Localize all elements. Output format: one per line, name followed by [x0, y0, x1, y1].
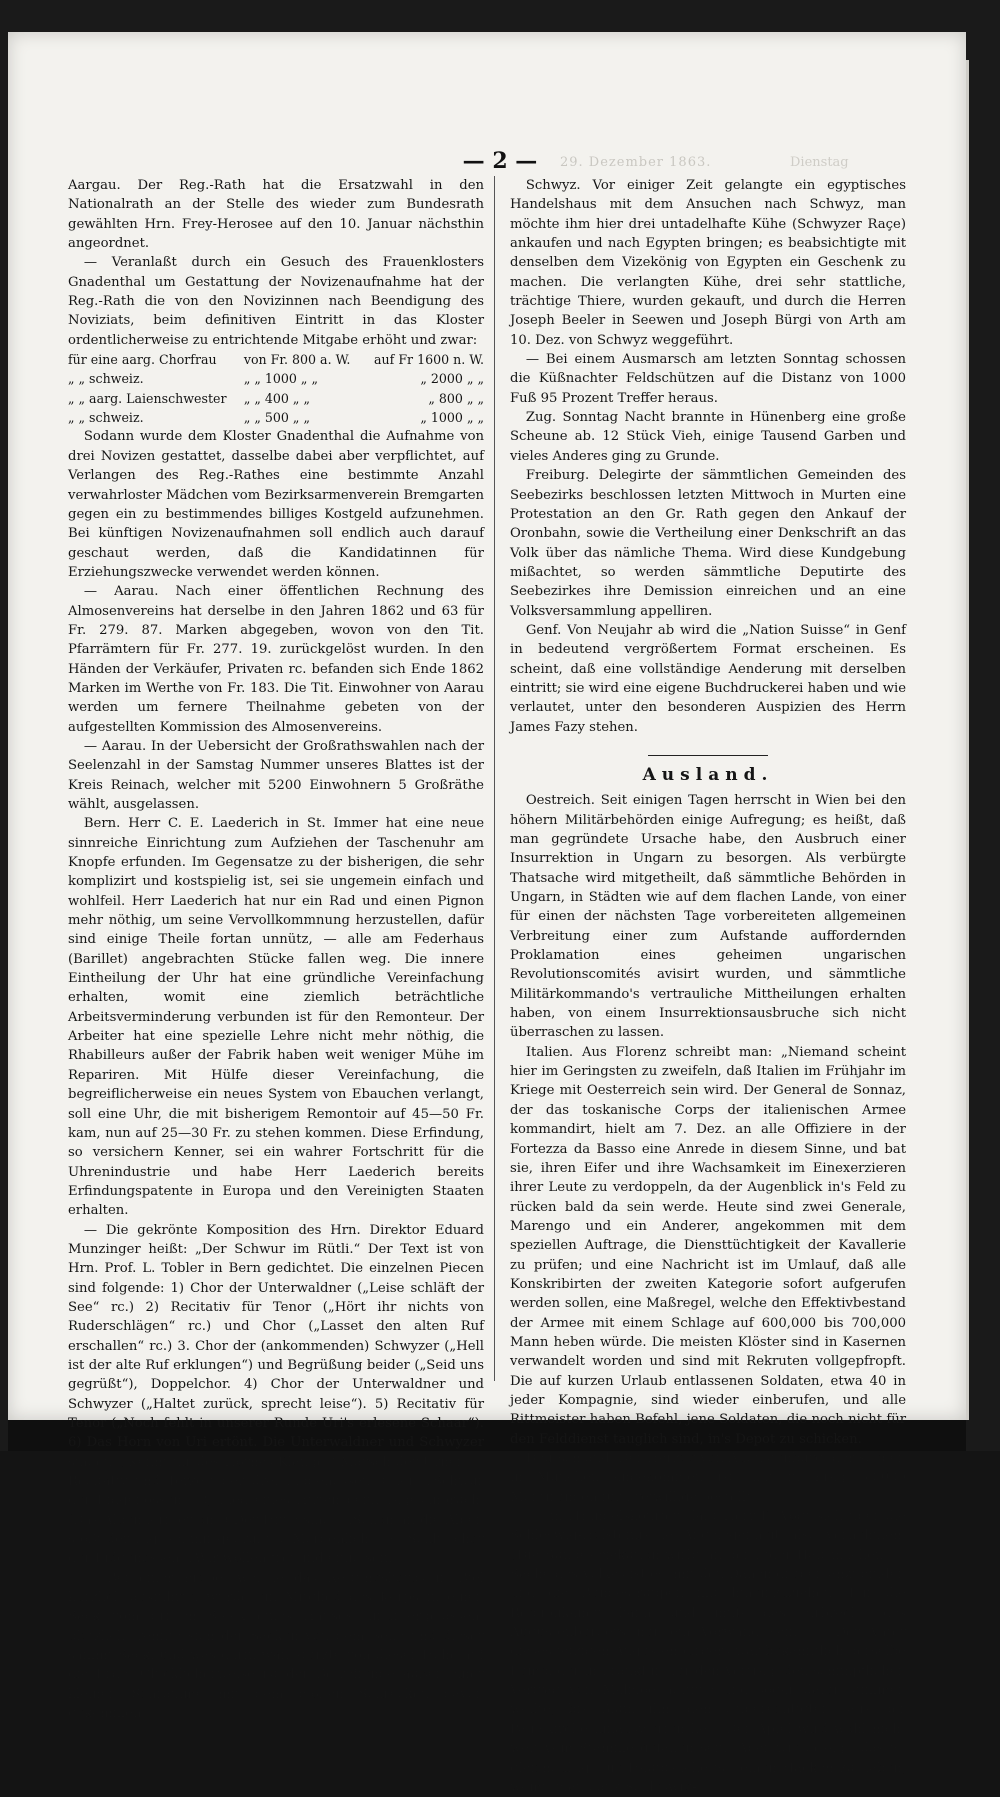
column-divider [494, 176, 495, 1381]
article-aargau-nationalrat: Aargau. Der Reg.-Rath hat die Ersatzwahl in den Nationalrath an der Stelle des wieder zum Bundesrath gewählten Hrn. Frey-Herosee auf den 10. Januar nächsthin angeordnet. [68, 178, 484, 252]
article-italien: Italien. Aus Florenz schreibt man: „Niemand scheint hier im Geringsten zu zweifeln, daß Italien im Frühjahr im Kriege mit Oesterreich sein wird. Der General de Sonnaz, der das toskanische Corps der italienischen Armee kommandirt, hielt am 7. Dez. an alle Offiziere in der Fortezza da Basso eine Anrede in diesem Sinne, und bat sie, ihren Eifer und ihre Wachsamkeit im Einexerzieren ihrer Leute zu verdoppeln, da der Augenblick in's Feld zu rücken bald da sein werde. Heute sind zwei Generale, Marengo und ein Anderer, angekommen mit dem speziellen Auftrage, die Diensttüchtigkeit der Kavallerie zu prüfen; und eine Nachricht ist im Umlauf, daß alle Konskribirten der zweiten Kategorie sofort aufgerufen werden sollen, eine Maßregel, welche den Effektivbestand der Armee mit einem Schlage auf 600,000 bis 700,000 Mann heben würde. Die meisten Klöster sind in Kasernen verwandelt worden und sind mit Rekruten vollgepfropft. Die auf kurzen Urlaub entlassenen Soldaten, etwa 40 in jeder Kompagnie, sind wieder einberufen, und alle Rittmeister haben Befehl, jene Soldaten, die noch nicht für den Felddienst tauglich sind, in's Depot zu schicken. [510, 1044, 906, 1447]
table-cell: „ „ 400 „ „ [243, 390, 310, 406]
page-edge [966, 60, 969, 1420]
right-column [510, 176, 906, 1797]
table-cell: „ „ schweiz. [68, 410, 144, 426]
table-cell: „ 800 „ „ [428, 390, 484, 406]
article-gnadenthal-continued: Sodann wurde dem Kloster Gnadenthal die Aufnahme von drei Novizen gestattet, dasselbe dabei aber verpflichtet, auf Verlangen des Reg.-Rathes eine bestimmte Anzahl verwahrloster Mädchen vom Bezirksarmenverein Bremgarten gegen ein zu bestimmendes billiges Kostgeld aufzunehmen. Bei künftigen Novizenaufnahmen soll endlich auch darauf geschaut werden, daß die Kandidatinnen für Erziehungszwecke verwendet werden können. [68, 429, 484, 580]
article-munzinger-composition: — Die gekrönte Komposition des Hrn. Direktor Eduard Munzinger heißt: „Der Schwur im Rütli.“ Der Text ist von Hrn. Prof. L. Tobler in Bern gedichtet. Die einzelnen Piecen sind folgende: 1) Chor der Unterwaldner („Leise schläft der See“ rc.) 2) Recitativ für Tenor („Hört ihr nichts von Ruderschlägen“ rc.) und Chor („Lasset den alten Ruf erschallen“ rc.) 3. Chor der (ankommenden) Schwyzer („Hell ist der alte Ruf erklungen“) und Begrüßung beider („Seid uns gegrüßt“), Doppelchor. 4) Chor der Unterwaldner und Schwyzer („Haltet zurück, sprecht leise“). 5) Recitativ für Tenor („Noch fehlt in unserer Runde Uri's erlesene Schaar“). 6) Das Horn von Uri ertönt. Die Unterwaldner und Schwyzer singen: „Kennt ihr des Hornes Klänge.“ Marsch der Urner. 7) Recitativ und Terzett der drei Eidgenossen. Chor: „Schwur der Eidgenossen“. 8) Lied eines Hirten beim Tagesanbruch. (Das Alpenhorn ertönt.) Der Hirte singt: „Schon an die Alpen stößt der Tag; sei mir gegrüßt, o Morgenlicht.“ 9) Schlußchor der Eidgenossen: „Wir wollen frei und einig sein.“ [68, 1222, 484, 1567]
table-cell: „ 2000 „ „ [420, 371, 484, 387]
table-cell: „ 1000 „ „ [420, 410, 484, 426]
article-oestreich: Oestreich. Seit einigen Tagen herrscht in Wien bei den höhern Militärbehörden einige Aufregung; es heißt, daß man gegründete Ursache habe, den Ausbruch einer Insurrektion in Ungarn zu besorgen. Als verbürgte Thatsache wird mitgetheilt, daß sämmtliche Behörden in Ungarn, in Städten wie auf dem flachen Lande, von einer für einen der nächsten Tage vorbereiteten allgemeinen Verbreitung einer zum Aufstande auffordernden Proklamation eines geheimen ungarischen Revolutionscomités avisirt wurden, und sämmtliche Militärkommando's vertrauliche Mittheilungen erhalten haben, von einem Insurrektionsausbruche sich nicht überraschen zu lassen. [510, 793, 906, 1041]
article-zug: Zug. Sonntag Nacht brannte in Hünenberg eine große Scheune ab. 12 Stück Vieh, einige Tausend Garben und vieles Anderes ging zu Grunde. [510, 410, 906, 464]
table-cell: für eine aarg. Chorfrau [68, 352, 217, 368]
table-cell: auf Fr 1600 n. W. [374, 352, 484, 368]
table-row [68, 389, 484, 408]
section-heading-ausland: Ausland. [642, 764, 774, 785]
bleed-through-header: 29. Dezember 1863. [560, 155, 712, 170]
page-number: — 2 — [462, 148, 538, 174]
article-biel-rettungskorps: — Bei einer Probe, welche das Rettungskorps in Biel kürzlich ausführte, wurde ein Mitglied des Korps in einen Sack vom dritten Stock eines Hauses hinuntergelassen; plötzlich trennte sich der Sacken von dem Seile und dieser sammt Sack, und was darin war, stürzte von dieser Höhe auf die Erde. Glücklicherweise ist der Betreffende außer einer kleinen Schramme mit dem bloßen Schrecken davon gekommen. [68, 1570, 484, 1722]
table-row [68, 350, 484, 369]
table-cell: „ „ aarg. Laienschwester [68, 390, 227, 406]
article-genf: Genf. Von Neujahr ab wird die „Nation Suisse“ in Genf in bedeutend vergrößertem Format erscheinen. Es scheint, daß eine vollständige Aenderung mit derselben eintritt; sie wird eine eigene Buchdruckerei haben und wie verlautet, unter den besonderen Auspizien des Herrn James Fazy stehen. [510, 622, 906, 735]
table-row [68, 408, 484, 427]
left-column [68, 176, 484, 1724]
article-bern-laederich: Bern. Herr C. E. Laederich in St. Immer hat eine neue sinnreiche Einrichtung zum Aufziehen der Taschenuhr am Knopfe erfunden. Im Gegensatze zu der bisherigen, die sehr komplizirt und kostspielig ist, sei sie ungemein einfach und wohlfeil. Herr Laederich hat nur ein Rad und einen Pignon mehr nöthig, um seine Vervollkommnung herzustellen, dafür sind einige Theile fortan unnütz, — alle am Federhaus (Barillet) angebrachten Stücke fallen weg. Die innere Eintheilung der Uhr hat eine gründliche Vereinfachung erhalten, womit eine ziemlich beträchtliche Arbeitsverminderung verbunden ist für den Remonteur. Der Arbeiter hat eine spezielle Lehre nicht mehr nöthig, die Rhabilleurs außer der Fabrik haben weit weniger Mühe im Repariren. Mit Hülfe dieser Vereinfachung, die begreiflicherweise ein neues System von Ebauchen verlangt, soll eine Uhr, die mit bisherigem Remontoir auf 45—50 Fr. kam, nun auf 25—30 Fr. zu stehen kommen. Diese Erfindung, so versichern Kenner, sei ein wahrer Fortschritt für die Uhrenindustrie und habe Herr Laederich bereits Erfindungspatente in Europa und den Vereinigten Staaten erhalten. [68, 816, 484, 1219]
article-gnadenthal: — Veranlaßt durch ein Gesuch des Frauenklosters Gnadenthal um Gestattung der Novizenaufnahme hat der Reg.-Rath die von den Novizinnen nach Beendigung des Noviziats, beim definitiven Eintritt in das Kloster ordentlicherweise zu entrichtende Mitgabe erhöht und zwar: [68, 255, 484, 348]
table-cell: „ „ 1000 „ „ [243, 371, 318, 387]
article-freiburg: Freiburg. Delegirte der sämmtlichen Gemeinden des Seebezirks beschlossen letzten Mittwoch in Murten eine Protestation an den Gr. Rath gegen den Ankauf der Oronbahn, sowie die Vertheilung einer Denkschrift an das Volk über das nämliche Thema. Wird diese Kundgebung mißachtet, so werden sämmtliche Deputirte des Seebezirkes ihre Demission einreichen und an eine Volksversammlung appelliren. [510, 468, 906, 619]
article-vogt-schleswig: — Im „Handelskourier“ läßt Herr K. Vogt sich über die Schleswig-Holsteinische Angelegenheit also vernehmen: „Die Bundesexekution wirbt an der Eider Halt machen. — Sache des Volkes ist es, mit den Dänen drüben anzubinden und die Bundestruppen mit hineinzuziehen. Für die Republikaner kann und muß das Erbrecht des Augustenburgers nur ein Vorwand sein. — Der Vater dieses jetzigen Augustenburgers war bekanntlich derselbe Lump, der in Frankfurt für den Vertrag, den schimpflichen Vertrag von Malmoe agitirte und sogar dafür stimmen wollte, bis Blum ihn, den Unberechtigten, aus der Paulskirche hinauswerfen ließ. Der Apfel wird wohl nicht weit vom Stamme gefallen sein. Aber wie gesagt, das ist gleichgültig. Die Hauptsache ist, einen Hacken zu haben, womit man ganz Schleswig- [510, 1509, 906, 1795]
article-aarau-almosenverein: — Aarau. Nach einer öffentlichen Rechnung des Almosenvereins hat derselbe in den Jahren 1862 und 63 für Fr. 279. 87. Marken abgegeben, wovon von den Tit. Pfarrämtern für Fr. 277. 19. zurückgelöst wurden. In den Händen der Verkäufer, Privaten rc. befanden sich Ende 1862 Marken im Werthe von Fr. 183. Die Tit. Einwohner von Aarau werden um fernere Theilnahme gebeten von der aufgestellten Kommission des Almosenvereins. [68, 584, 484, 735]
table-row [68, 369, 484, 388]
bleed-through-day: Dienstag [790, 155, 849, 170]
table-cell: von Fr. 800 a. W. [243, 352, 351, 368]
article-schwyz-kuehe: Schwyz. Vor einiger Zeit gelangte ein egyptisches Handelshaus mit dem Ansuchen nach Schwyz, man möchte ihm hier drei untadelhafte Kühe (Schwyzer Raçe) ankaufen und nach Egypten bringen; es beabsichtigte mit denselben dem Vizekönig von Egypten ein Geschenk zu machen. Die verlangten Kühe, drei sehr stattliche, trächtige Thiere, wurden gekauft, und durch die Herren Joseph Beeler in Seewen und Joseph Bürgi von Arth am 10. Dez. von Schwyz weggeführt. [510, 178, 906, 348]
table-cell: „ „ 500 „ „ [243, 410, 310, 426]
article-aarau-grossratswahlen: — Aarau. In der Uebersicht der Großrathswahlen nach der Seelenzahl in der Samstag Nummer unseres Blattes ist der Kreis Reinach, welcher mit 5200 Einwohnern 5 Großräthe wählt, ausgelassen. [68, 738, 484, 812]
section-rule [648, 755, 768, 756]
article-kuessnacht: — Bei einem Ausmarsch am letzten Sonntag schossen die Küßnachter Feldschützen auf die Distanz von 1000 Fuß 95 Prozent Treffer heraus. [510, 352, 906, 406]
dowry-table [68, 350, 484, 427]
table-cell: „ „ schweiz. [68, 371, 144, 387]
article-deutschland: Deutschland. Der Herzog von Augustenburg, der soeben in München angekommen ist, hat in Prag 30,000 Montirungen für Freiwillige bestellt. [510, 1451, 906, 1505]
